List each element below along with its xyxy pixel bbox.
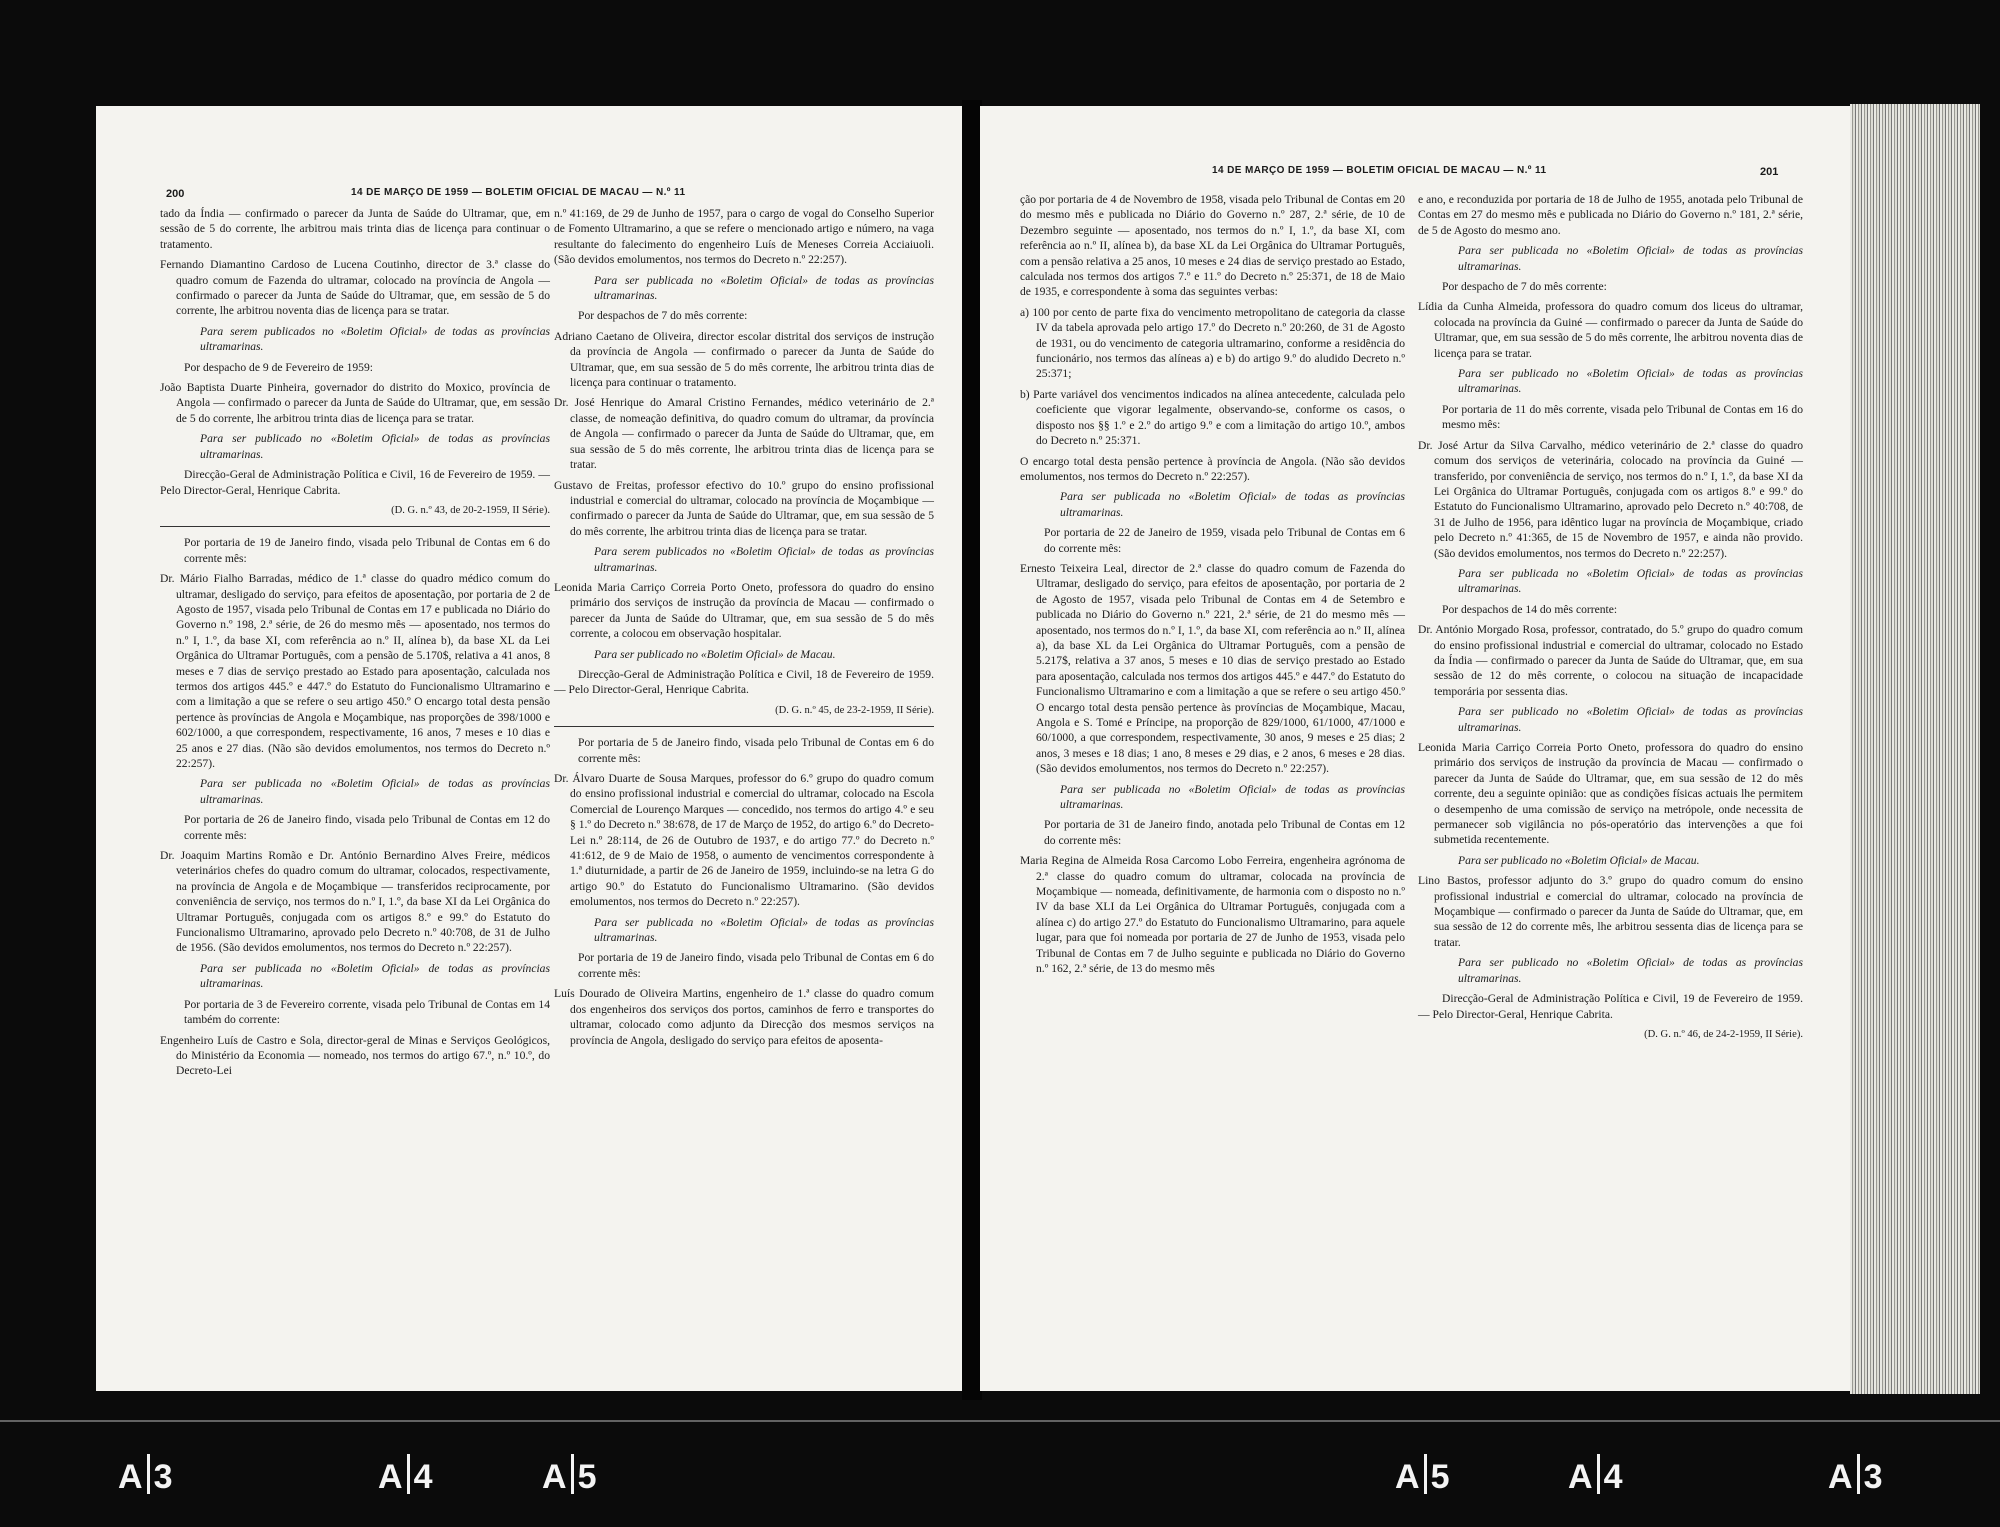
publication-note: Para ser publicado no «Boletim Oficial» de Macau.: [1458, 853, 1700, 867]
film-mark-letter: A: [378, 1458, 403, 1496]
publication-note: Para serem publicados no «Boletim Oficial» de todas as províncias ultramarinas.: [594, 545, 934, 574]
paragraph: Lino Bastos, professor adjunto do 3.º grupo do quadro comum do ensino profissional industrial e comercial do ultramar, colocado na província de Moçambique — confirmado o parecer da Junta de Saúde do Ultramar, que, em sua sessão de 12 do corrente mês, lhe arbitrou sessenta dias de licença para se tratar.: [1418, 874, 1803, 949]
paragraph: Dr. Mário Fialho Barradas, médico de 1.ª classe do quadro médico comum do ultramar, desligado do serviço, para efeitos de aposentação, por portaria de 2 de Agosto de 1957, visada pelo Tribunal de Contas em 17 e publicada no Diário do Governo n.º 198, 2.ª série, de 26 do mesmo mês — aposentado, nos termos do n.º I, 1.º, da base XI, com referência ao n.º II, alínea b), da base XL da Lei Orgânica do Ultramar Português, com a pensão de 5.170$, relativa a 41 anos, 8 meses e 7 dias de serviço prestado ao Estado para aposentação, calculada nos termos dos artigos 445.º e 447.º do Estatuto do Funcionalismo Ultramarino e com a limitação a que se refere o seu artigo 450.º O encargo total desta pensão pertence às províncias de Angola e Moçambique, nas proporções de 398/1000 e 602/1000, a que correspondem, respectivamente, 16 anos, 7 meses e 10 dias e 25 anos e 27 dias. (Não são devidos emolumentos, nos termos do Decreto n.º 22:257).: [160, 572, 550, 770]
left-column-a: [160, 206, 550, 1084]
left-column-b: [554, 206, 934, 1053]
paragraph: Dr. José Artur da Silva Carvalho, médico veterinário de 2.ª classe do quadro comum dos serviços de veterinária, colocado na província da Guiné — transferido, por conveniência de serviço, nos termos do n.º I, 1.º, da base XI da Lei Orgânica do Ultramar Português, conjugada com os artigos 8.º e 99.º do Estatuto do Funcionalismo Ultramarino, aprovado pelo Decreto n.º 40:708, de 31 de Julho de 1956, para idêntico lugar na província de Moçambique, criado pelo Decreto n.º 41:365, de 15 de Novembro de 1957, e ainda não provido. (São devidos emolumentos, nos termos do Decreto n.º 22:257).: [1418, 438, 1803, 560]
paragraph: Lídia da Cunha Almeida, professora do quadro comum dos liceus do ultramar, colocada na província da Guiné — confirmado o parecer da Junta de Saúde do Ultramar, que, em sua sessão de 5 do mês corrente, lhe arbitrou noventa dias de licença para se tratar.: [1418, 300, 1803, 360]
right-column-b: [1418, 192, 1803, 1047]
publication-note: Para ser publicada no «Boletim Oficial» de todas as províncias ultramarinas.: [1458, 566, 1803, 596]
paragraph: Por despacho de 7 do mês corrente:: [1442, 280, 1607, 294]
paragraph: Por portaria de 31 de Janeiro findo, anotada pelo Tribunal de Contas em 12 do corrente mês:: [1044, 818, 1405, 847]
book-page-edges: [1850, 104, 1980, 1394]
film-mark-letter: A: [1828, 1458, 1853, 1496]
paragraph: a) 100 por cento de parte fixa do vencimento metropolitano de categoria da classe IV da tabela aprovada pelo artigo 17.º do Decreto n.º 20:260, de 31 de Agosto de 1931, ou do vencimento de categoria ultramarino, conforme a residência do funcionário, nos termos das alíneas a) e b) do artigo 9.º do aludido Decreto n.º 25:371;: [1020, 305, 1405, 381]
film-frame-mark: [1568, 1454, 1622, 1497]
paragraph: Dr. Joaquim Martins Romão e Dr. António Bernardino Alves Freire, médicos veterinários chefes do quadro comum do ultramar, colocados, respectivamente, na província de Angola e de Moçambique — transferidos reciprocamente, por conveniência de serviço, nos termos do n.º I, 1.º, da base XI da Lei Orgânica do Ultramar Português, conjugada com os artigos 8.º e 99.º do Estatuto do Funcionalismo Ultramarino, aprovado pelo Decreto n.º 40:708, de 31 de Julho de 1956. (São devidos emolumentos, nos termos do Decreto n.º 22:257).: [160, 849, 550, 955]
publication-note: Para ser publicada no «Boletim Oficial» de todas as províncias ultramarinas.: [1060, 782, 1405, 812]
right-page: [980, 106, 1860, 1391]
film-frame-mark: [1395, 1454, 1449, 1497]
film-line: [0, 1420, 2000, 1422]
film-mark-bar: [147, 1454, 150, 1494]
paragraph: Por despachos de 14 do mês corrente:: [1442, 602, 1618, 616]
right-column-a: [1020, 192, 1405, 982]
film-mark-bar: [1424, 1454, 1427, 1494]
paragraph: O encargo total desta pensão pertence à província de Angola. (Não são devidos emolumentos, nos termos do Decreto n.º 22:257).: [1020, 454, 1405, 483]
film-mark-number: 4: [1603, 1458, 1623, 1496]
paragraph: Leonida Maria Carriço Correia Porto Oneto, professora do quadro do ensino primário dos serviços de instrução da província de Macau — confirmado o parecer da Junta de Saúde do Ultramar, que, em sua sessão de 12 do mês corrente, deu a seguinte opinião: que as condições físicas actuais lhe permitem o desempenho de uma comissão de serviço na metrópole, onde necessita de permanecer sob vigilância no pós-operatório das intervenções a que foi submetida recentemente.: [1418, 741, 1803, 847]
paragraph: João Baptista Duarte Pinheira, governador do distrito do Moxico, província de Angola — confirmado o parecer da Junta de Saúde do Ultramar, que, em sessão de 5 do corrente, lhe arbitrou trinta dias de licença para se tratar.: [160, 381, 550, 425]
gazette-reference: (D. G. n.º 46, de 24-2-1959, II Série).: [1644, 1028, 1803, 1040]
film-mark-letter: A: [542, 1458, 567, 1496]
left-page: [96, 106, 964, 1391]
paragraph: ção por portaria de 4 de Novembro de 1958, visada pelo Tribunal de Contas em 20 do mesmo mês e publicada no Diário do Governo n.º 287, 2.ª série, de 10 de Dezembro seguinte — aposentado, nos termos do n.º I, 1.º, da base XI, com referência ao n.º II, alínea b), da base XL da Lei Orgânica do Ultramar Português, com a pensão relativa a 25 anos, 10 meses e 24 dias de serviço prestado ao Estado, calculada nos termos dos artigos 7.º e 11.º do Decreto n.º 25:371, de 18 de Maio de 1935, e correspondente à soma das seguintes verbas:: [1020, 193, 1405, 299]
film-mark-bar: [407, 1454, 410, 1494]
film-mark-number: 3: [1863, 1458, 1883, 1496]
paragraph: Adriano Caetano de Oliveira, director escolar distrital dos serviços de instrução da província de Angola — confirmado o parecer da Junta de Saúde do Ultramar, que, em sua sessão de 5 do mês corrente, lhe arbitrou trinta dias de licença para continuar o tratamento.: [554, 329, 934, 390]
paragraph: n.º 41:169, de 29 de Junho de 1957, para o cargo de vogal do Conselho Superior de Fomento Ultramarino, a que se refere o mencionado artigo e número, na vaga resultante do falecimento do engenheiro Luís de Meneses Correia Acciaiuoli. (São devidos emolumentos, nos termos do Decreto n.º 22:257).: [554, 207, 934, 267]
paragraph: Por portaria de 5 de Janeiro findo, visada pelo Tribunal de Contas em 6 do corrente mês:: [578, 736, 934, 765]
film-mark-number: 3: [153, 1458, 173, 1496]
paragraph: Por portaria de 11 do mês corrente, visada pelo Tribunal de Contas em 16 do mesmo mês:: [1442, 402, 1803, 432]
paragraph: Ernesto Teixeira Leal, director de 2.ª classe do quadro comum de Fazenda do Ultramar, desligado do serviço, para efeitos de aposentação, por portaria de 2 de Agosto de 1957, visada pelo Tribunal de Contas em 4 de Setembro e publicada no Diário do Governo n.º 221, 2.ª série, de 21 do mesmo mês — aposentado, nos termos do n.º I, 1.º, da base XI, com referência ao n.º II, alínea a), da base XL da Lei Orgânica do Ultramar Português, com a pensão de 5.217$, relativa a 37 anos, 5 meses e 10 dias de serviço prestado ao Estado para aposentação, calculada nos termos dos artigos 445.º e 447.º do Estatuto do Funcionalismo Ultramarino e com a limitação a que se refere o seu artigo 450.º O encargo total desta pensão pertence às províncias de Moçambique, Macau, Angola e S. Tomé e Príncipe, na proporção de 829/1000, 61/1000, 47/1000 e 60/1000, a que correspondem, respectivamente, 30 anos, 9 meses e 25 dias; 2 anos, 3 meses e 18 dias; 1 ano, 8 meses e 29 dias, e 2 anos, 6 meses e 28 dias. (São devidos emolumentos, nos termos do Decreto n.º 22:257).: [1020, 561, 1405, 776]
paragraph: Leonida Maria Carriço Correia Porto Oneto, professora do quadro do ensino primário dos serviços de instrução da província de Macau — confirmado o parecer da Junta de Saúde do Ultramar, que, em sua sessão de 5 do mês corrente, a colocou em observação hospitalar.: [554, 580, 934, 641]
paragraph: Engenheiro Luís de Castro e Sola, director-geral de Minas e Serviços Geológicos, do Ministério da Economia — nomeado, nos termos do artigo 67.º, n.º 10.º, do Decreto-Lei: [160, 1033, 550, 1078]
gazette-reference: (D. G. n.º 43, de 20-2-1959, II Série).: [391, 504, 550, 516]
page-number-right: 201: [1760, 166, 1779, 178]
paragraph: e ano, e reconduzida por portaria de 18 de Julho de 1955, anotada pelo Tribunal de Contas em 27 do mesmo mês e publicada no Diário do Governo n.º 181, 2.ª série, de 5 de Agosto do mesmo ano.: [1418, 193, 1803, 237]
publication-note: Para ser publicado no «Boletim Oficial» de todas as províncias ultramarinas.: [1458, 705, 1803, 734]
paragraph: Dr. José Henrique do Amaral Cristino Fernandes, médico veterinário de 2.ª classe, de nomeação definitiva, do quadro comum do ultramar, da província de Angola — confirmado o parecer da Junta de Saúde do Ultramar, que, em sua sessão de 5 do mês corrente, lhe arbitrou trinta dias de licença para se tratar.: [554, 396, 934, 472]
paragraph: Direcção-Geral de Administração Política e Civil, 16 de Fevereiro de 1959. — Pelo Director-Geral, Henrique Cabrita.: [160, 468, 550, 497]
running-head-right: 14 DE MARÇO DE 1959 — BOLETIM OFICIAL DE MACAU — N.º 11: [1212, 165, 1547, 176]
film-frame-mark: [118, 1454, 172, 1497]
paragraph: Direcção-Geral de Administração Política e Civil, 18 de Fevereiro de 1959. — Pelo Director-Geral, Henrique Cabrita.: [554, 667, 934, 697]
film-frame-marks: [0, 1440, 2000, 1527]
publication-note: Para ser publicada no «Boletim Oficial» de todas as províncias ultramarinas.: [200, 777, 550, 806]
paragraph: Por despachos de 7 do mês corrente:: [578, 309, 748, 323]
film-mark-number: 4: [413, 1458, 433, 1496]
film-mark-bar: [1597, 1454, 1600, 1494]
publication-note: Para ser publicado no «Boletim Oficial» de todas as províncias ultramarinas.: [200, 432, 550, 461]
running-head-left: 14 DE MARÇO DE 1959 — BOLETIM OFICIAL DE MACAU — N.º 11: [351, 187, 686, 198]
film-frame-mark: [1828, 1454, 1882, 1497]
publication-note: Para ser publicada no «Boletim Oficial» de todas as províncias ultramarinas.: [594, 915, 934, 945]
paragraph: Por portaria de 19 de Janeiro findo, visada pelo Tribunal de Contas em 6 do corrente mês:: [578, 951, 934, 980]
paragraph: Por portaria de 22 de Janeiro de 1959, visada pelo Tribunal de Contas em 6 do corrente mês:: [1044, 526, 1405, 555]
page-number-left: 200: [166, 188, 185, 200]
paragraph: Por portaria de 19 de Janeiro findo, visada pelo Tribunal de Contas em 6 do corrente mês:: [184, 536, 550, 565]
gazette-reference: (D. G. n.º 45, de 23-2-1959, II Série).: [775, 704, 934, 716]
section-rule: [160, 526, 550, 527]
publication-note: Para serem publicados no «Boletim Oficial» de todas as províncias ultramarinas.: [200, 324, 550, 354]
paragraph: Direcção-Geral de Administração Política e Civil, 19 de Fevereiro de 1959. — Pelo Director-Geral, Henrique Cabrita.: [1418, 992, 1803, 1021]
film-frame-mark: [378, 1454, 432, 1497]
film-mark-letter: A: [1395, 1458, 1420, 1496]
film-mark-number: 5: [1430, 1458, 1450, 1496]
publication-note: Para ser publicada no «Boletim Oficial» de todas as províncias ultramarinas.: [1060, 490, 1405, 519]
paragraph: Maria Regina de Almeida Rosa Carcomo Lobo Ferreira, engenheira agrónoma de 2.ª classe do quadro comum do ultramar, colocada na província de Moçambique — nomeada, definitivamente, de harmonia com o disposto no n.º IV da base XLI da Lei Orgânica do Ultramar Português, conjugada com a alínea c) do artigo 27.º do Estatuto do Funcionalismo Ultramarino, para aquele lugar, para que foi nomeada por portaria de 27 de Junho de 1953, visada pelo Tribunal de Contas em 7 de Julho seguinte e publicada no Diário do Governo n.º 162, 2.ª série, de 13 do mesmo mês: [1020, 854, 1405, 976]
paragraph: Luís Dourado de Oliveira Martins, engenheiro de 1.ª classe do quadro comum dos engenheiros dos serviços dos portos, caminhos de ferro e transportes do ultramar, colocado como adjunto da Direcção dos mesmos serviços na província de Angola, desligado do serviço para efeitos de aposenta-: [554, 987, 934, 1047]
paragraph: Dr. António Morgado Rosa, professor, contratado, do 5.º grupo do quadro comum do ensino profissional industrial e comercial do ultramar, colocado no Estado da Índia — confirmado o parecer da Junta de Saúde do Ultramar, que, em sua sessão de 12 do mês corrente, o colocou na situação de incapacidade temporária por sessenta dias.: [1418, 623, 1803, 698]
paragraph: tado da Índia — confirmado o parecer da Junta de Saúde do Ultramar, que, em sessão de 5 do corrente, lhe arbitrou mais trinta dias de licença para continuar o tratamento.: [160, 207, 550, 251]
section-rule: [554, 726, 934, 727]
paragraph: Por portaria de 3 de Fevereiro corrente, visada pelo Tribunal de Contas em 14 também do corrente:: [184, 997, 550, 1027]
paragraph: Por portaria de 26 de Janeiro findo, visada pelo Tribunal de Contas em 12 do corrente mês:: [184, 813, 550, 842]
film-frame-mark: [542, 1454, 596, 1497]
publication-note: Para ser publicada no «Boletim Oficial» de todas as províncias ultramarinas.: [1458, 244, 1803, 273]
film-mark-bar: [1857, 1454, 1860, 1494]
publication-note: Para ser publicado no «Boletim Oficial» de todas as províncias ultramarinas.: [1458, 367, 1803, 396]
paragraph: Dr. Álvaro Duarte de Sousa Marques, professor do 6.º grupo do quadro comum do ensino profissional industrial e comercial do ultramar, colocado na Escola Comercial de Lourenço Marques — concedido, nos termos do artigo 4.º e seu § 1.º do Decreto n.º 38:678, de 17 de Março de 1952, do artigo 6.º do Decreto-Lei n.º 28:114, de 26 de Outubro de 1937, e do artigo 77.º do Decreto n.º 41:612, de 9 de Maio de 1958, o aumento de vencimentos correspondente à 1.ª diuturnidade, a partir de 26 de Janeiro de 1959, incluindo-se na letra G do artigo 90.º do Estatuto do Funcionalismo Ultramarino. (São devidos emolumentos, nos termos do Decreto n.º 22:257).: [554, 772, 934, 909]
paragraph: Gustavo de Freitas, professor efectivo do 10.º grupo do ensino profissional industrial e comercial do ultramar, colocado na província de Moçambique — confirmado o parecer da Junta de Saúde do Ultramar, que, em sua sessão de 5 do mês corrente, lhe arbitrou trinta dias de licença para se tratar.: [554, 478, 934, 538]
film-mark-letter: A: [1568, 1458, 1593, 1496]
paragraph: Por despacho de 9 de Fevereiro de 1959:: [184, 360, 373, 374]
publication-note: Para ser publicado no «Boletim Oficial» de Macau.: [594, 647, 836, 661]
publication-note: Para ser publicado no «Boletim Oficial» de todas as províncias ultramarinas.: [1458, 956, 1803, 985]
publication-note: Para ser publicada no «Boletim Oficial» de todas as províncias ultramarinas.: [594, 273, 934, 303]
book-gutter: [962, 100, 982, 1400]
publication-note: Para ser publicada no «Boletim Oficial» de todas as províncias ultramarinas.: [200, 961, 550, 991]
paragraph: b) Parte variável dos vencimentos indicados na alínea antecedente, calculada pelo coeficiente que vigorar legalmente, observando-se, conforme os casos, o disposto nos §§ 1.º e 2.º do artigo 9.º e com a limitação do artigo 10.º, ambos do Decreto n.º 25:371.: [1020, 387, 1405, 448]
paragraph: Fernando Diamantino Cardoso de Lucena Coutinho, director de 3.ª classe do quadro comum de Fazenda do ultramar, colocado na província de Angola — confirmado o parecer da Junta de Saúde do Ultramar, que, em sessão de 5 do corrente, lhe arbitrou noventa dias de licença para se tratar.: [160, 258, 550, 318]
film-mark-letter: A: [118, 1458, 143, 1496]
film-mark-number: 5: [577, 1458, 597, 1496]
film-mark-bar: [571, 1454, 574, 1494]
